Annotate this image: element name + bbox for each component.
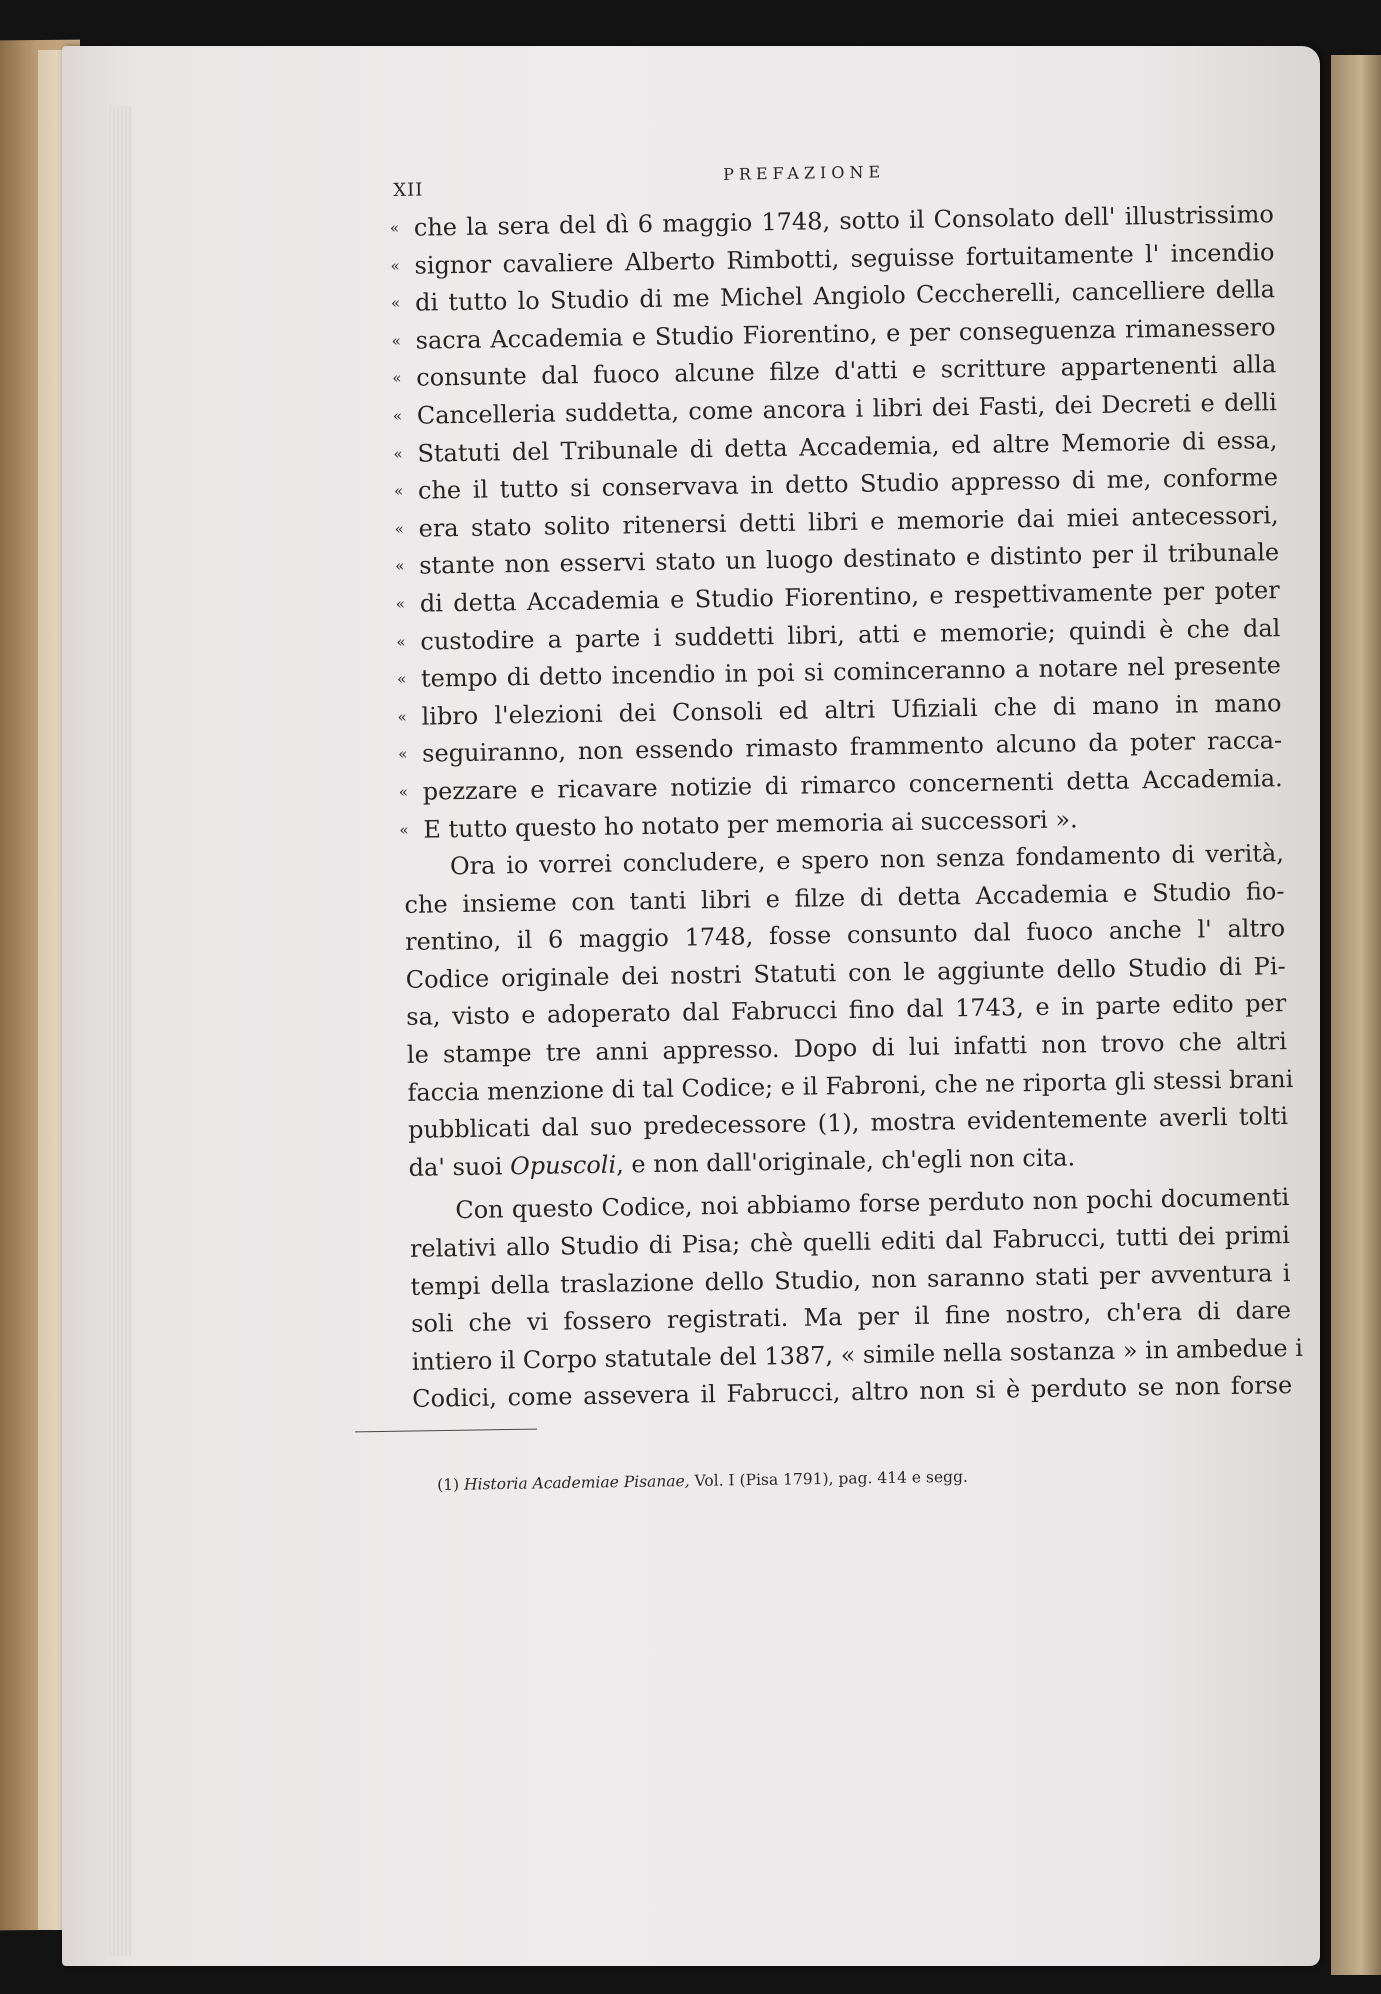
footnote-marker: (1) (437, 1475, 465, 1494)
text-line: faccia menzione di tal Codice; e il Fabroni, che ne riporta gli stessi brani (407, 1064, 1294, 1107)
italic-title: Opuscoli (509, 1150, 617, 1181)
text-line: « che la sera del dì 6 maggio 1748, sotto il Consolato dell' illustrissimo (394, 196, 1274, 247)
text-line: che insieme con tanti libri e filze di detta Accademia e Studio fio- (404, 876, 1285, 919)
text-line: « stante non esservi stato un luogo destinato e distinto per il tribunale (399, 534, 1279, 585)
text-line: « libro l'elezioni dei Consoli ed altri Ufiziali che di mano in mano (401, 685, 1281, 736)
text-line: Con questo Codice, noi abbiamo forse perduto non pochi documenti (455, 1183, 1290, 1225)
footnote-title: Historia Academiae Pisanae, (463, 1472, 690, 1494)
text-line: « tempo di detto incendio in poi si cominceranno a notare nel presente (401, 647, 1281, 698)
page-number: XII (393, 179, 424, 201)
text-line: sa, visto e adoperato dal Fabrucci fino dal 1743, e in parte edito per (406, 989, 1287, 1032)
text-line: « di detta Accademia e Studio Fiorentino, e respettivamente per poter (400, 572, 1280, 623)
running-title: PREFAZIONE (722, 162, 886, 184)
text-line: Codici, come assevera il Fabrucci, altro non si è perduto se non forse (412, 1371, 1293, 1414)
page-text-block (393, 156, 1304, 1419)
quoted-passage (394, 196, 1284, 849)
text-line: « di tutto lo Studio di me Michel Angiolo Ceccherelli, cancelliere della (395, 271, 1275, 322)
paragraph (409, 1179, 1304, 1418)
text-line: « custodire a parte i suddetti libri, atti e memorie; quindi è che dal (400, 610, 1280, 661)
text-line: Ora io vorrei concludere, e spero non senza fondamento di verità, (449, 839, 1285, 881)
text-line: « era stato solito ritenersi detti libri e memorie dai miei antecessori, (398, 497, 1278, 548)
text-line: « pezzare e ricavare notizie di rimarco concernenti detta Accademia. (402, 760, 1282, 811)
text-line: soli che vi fossero registrati. Ma per il fine nostro, ch'era di dare (410, 1296, 1292, 1339)
text-line: « signor cavaliere Alberto Rimbotti, seguisse fortuitamente l' incendio (394, 234, 1274, 285)
page-gutter-leaves (110, 106, 132, 1956)
text-line: rentino, il 6 maggio 1748, fosse consunto dal fuoco anche l' altro (404, 914, 1286, 957)
text-line: « che il tutto si conservava in detto Studio appresso di me, conforme (398, 459, 1278, 510)
text-line: intiero il Corpo statutale del 1387, « simile nella sostanza » in ambedue i (411, 1333, 1304, 1376)
text-line: relativi allo Studio di Pisa; chè quelli editi dal Fabrucci, tutti dei primi (409, 1221, 1291, 1263)
paragraph (404, 835, 1294, 1187)
text-line: le stampe tre anni appresso. Dopo di lui infatti non trovo che altri (406, 1027, 1288, 1069)
text-line: « sacra Accademia e Studio Fiorentino, e per conseguenza rimanessero (395, 309, 1275, 360)
text-line: « E tutto questo ho notato per memoria ai successori ». (403, 798, 1283, 849)
right-cover-board (1331, 55, 1381, 1975)
text-line: « consunte dal fuoco alcune filze d'atti e scritture appartenenti alla (396, 347, 1276, 398)
footnote-text: Vol. I (Pisa 1791), pag. 414 e segg. (689, 1467, 968, 1491)
text-line: pubblicati dal suo predecessore (1), mostra evidentemente averli tolti (407, 1102, 1289, 1145)
text-run: , e non dall'originale, ch'egli non cita. (615, 1143, 1076, 1179)
text-run: da' suoi (408, 1152, 511, 1182)
text-line: « seguiranno, non essendo rimasto frammento alcuno da poter racca- (402, 722, 1282, 773)
text-line: « Statuti del Tribunale di detta Accademia, ed altre Memorie di essa, (397, 422, 1277, 473)
text-line: Codice originale dei nostri Statuti con le aggiunte dello Studio di Pi- (405, 951, 1286, 994)
text-line: tempi della traslazione dello Studio, non saranno stati per avventura i (410, 1258, 1291, 1301)
text-line: « Cancelleria suddetta, come ancora i libri dei Fasti, dei Decreti e delli (397, 384, 1277, 435)
